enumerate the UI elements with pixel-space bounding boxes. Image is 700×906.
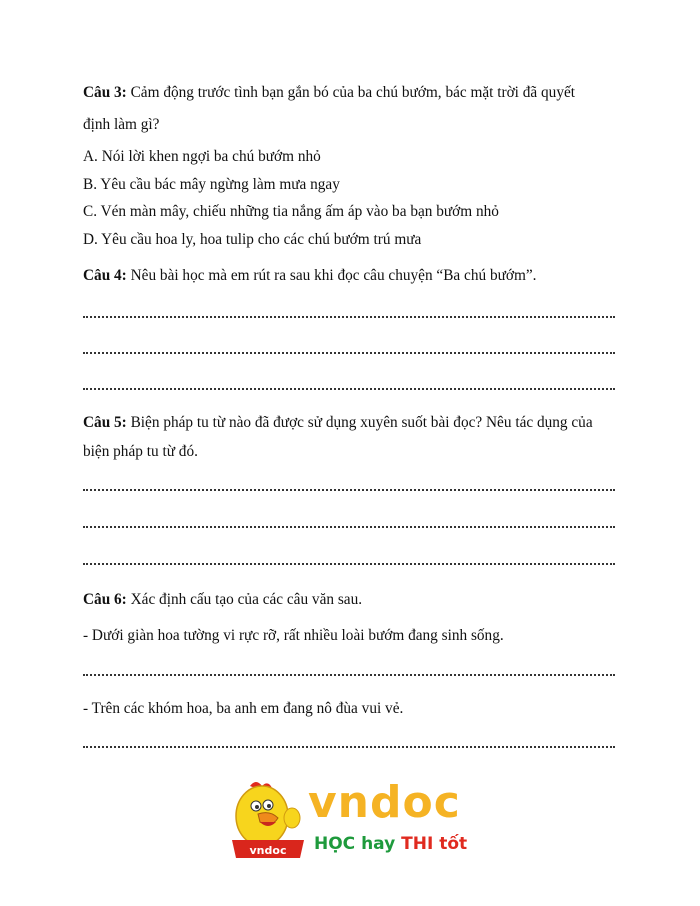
question-5-prompt [83, 414, 593, 432]
question-3-prompt-cont: định làm gì? [83, 116, 160, 133]
answer-line [83, 674, 615, 676]
slogan-red: THI tốt [401, 834, 468, 854]
option-d: D. Yêu cầu hoa ly, hoa tulip cho các chú bướm trú mưa [83, 231, 422, 248]
answer-line [83, 388, 615, 390]
chicken-mascot-icon [228, 778, 308, 863]
option-c: C. Vén màn mây, chiếu những tia nắng ấm áp vào ba bạn bướm nhỏ [83, 203, 499, 220]
answer-line [83, 746, 615, 748]
brand-name: vndoc [308, 777, 461, 828]
slogan-green: HỌC hay [314, 834, 396, 854]
option-b: B. Yêu cầu bác mây ngừng làm mưa ngay [83, 176, 340, 193]
question-label: Câu 6: [83, 591, 127, 608]
option-a: A. Nói lời khen ngợi ba chú bướm nhỏ [83, 148, 321, 165]
question-text: Cảm động trước tình bạn gắn bó của ba chú bướm, bác mặt trời đã quyết [126, 84, 576, 101]
question-label: Câu 5: [83, 414, 127, 431]
answer-line [83, 352, 615, 354]
question-text: Nêu bài học mà em rút ra sau khi đọc câu chuyện “Ba chú bướm”. [126, 267, 537, 284]
answer-line [83, 563, 615, 565]
question-text: Xác định cấu tạo của các câu văn sau. [126, 591, 363, 608]
question-4-prompt [83, 267, 537, 285]
question-label: Câu 4: [83, 267, 127, 284]
mascot-badge-text: vndoc [249, 844, 287, 857]
slogan [314, 834, 467, 854]
answer-line [83, 489, 615, 491]
answer-line [83, 526, 615, 528]
question-3-prompt [83, 84, 575, 102]
sentence-1: - Dưới giàn hoa tường vi rực rỡ, rất nhiều loài bướm đang sinh sống. [83, 627, 504, 644]
answer-line [83, 316, 615, 318]
question-6-prompt [83, 591, 362, 609]
vndoc-watermark-logo [228, 778, 478, 863]
question-label: Câu 3: [83, 84, 127, 101]
question-text: Biện pháp tu từ nào đã được sử dụng xuyên suốt bài đọc? Nêu tác dụng của [126, 414, 593, 431]
question-5-prompt-cont: biện pháp tu từ đó. [83, 443, 198, 460]
sentence-2: - Trên các khóm hoa, ba anh em đang nô đùa vui vẻ. [83, 700, 404, 717]
